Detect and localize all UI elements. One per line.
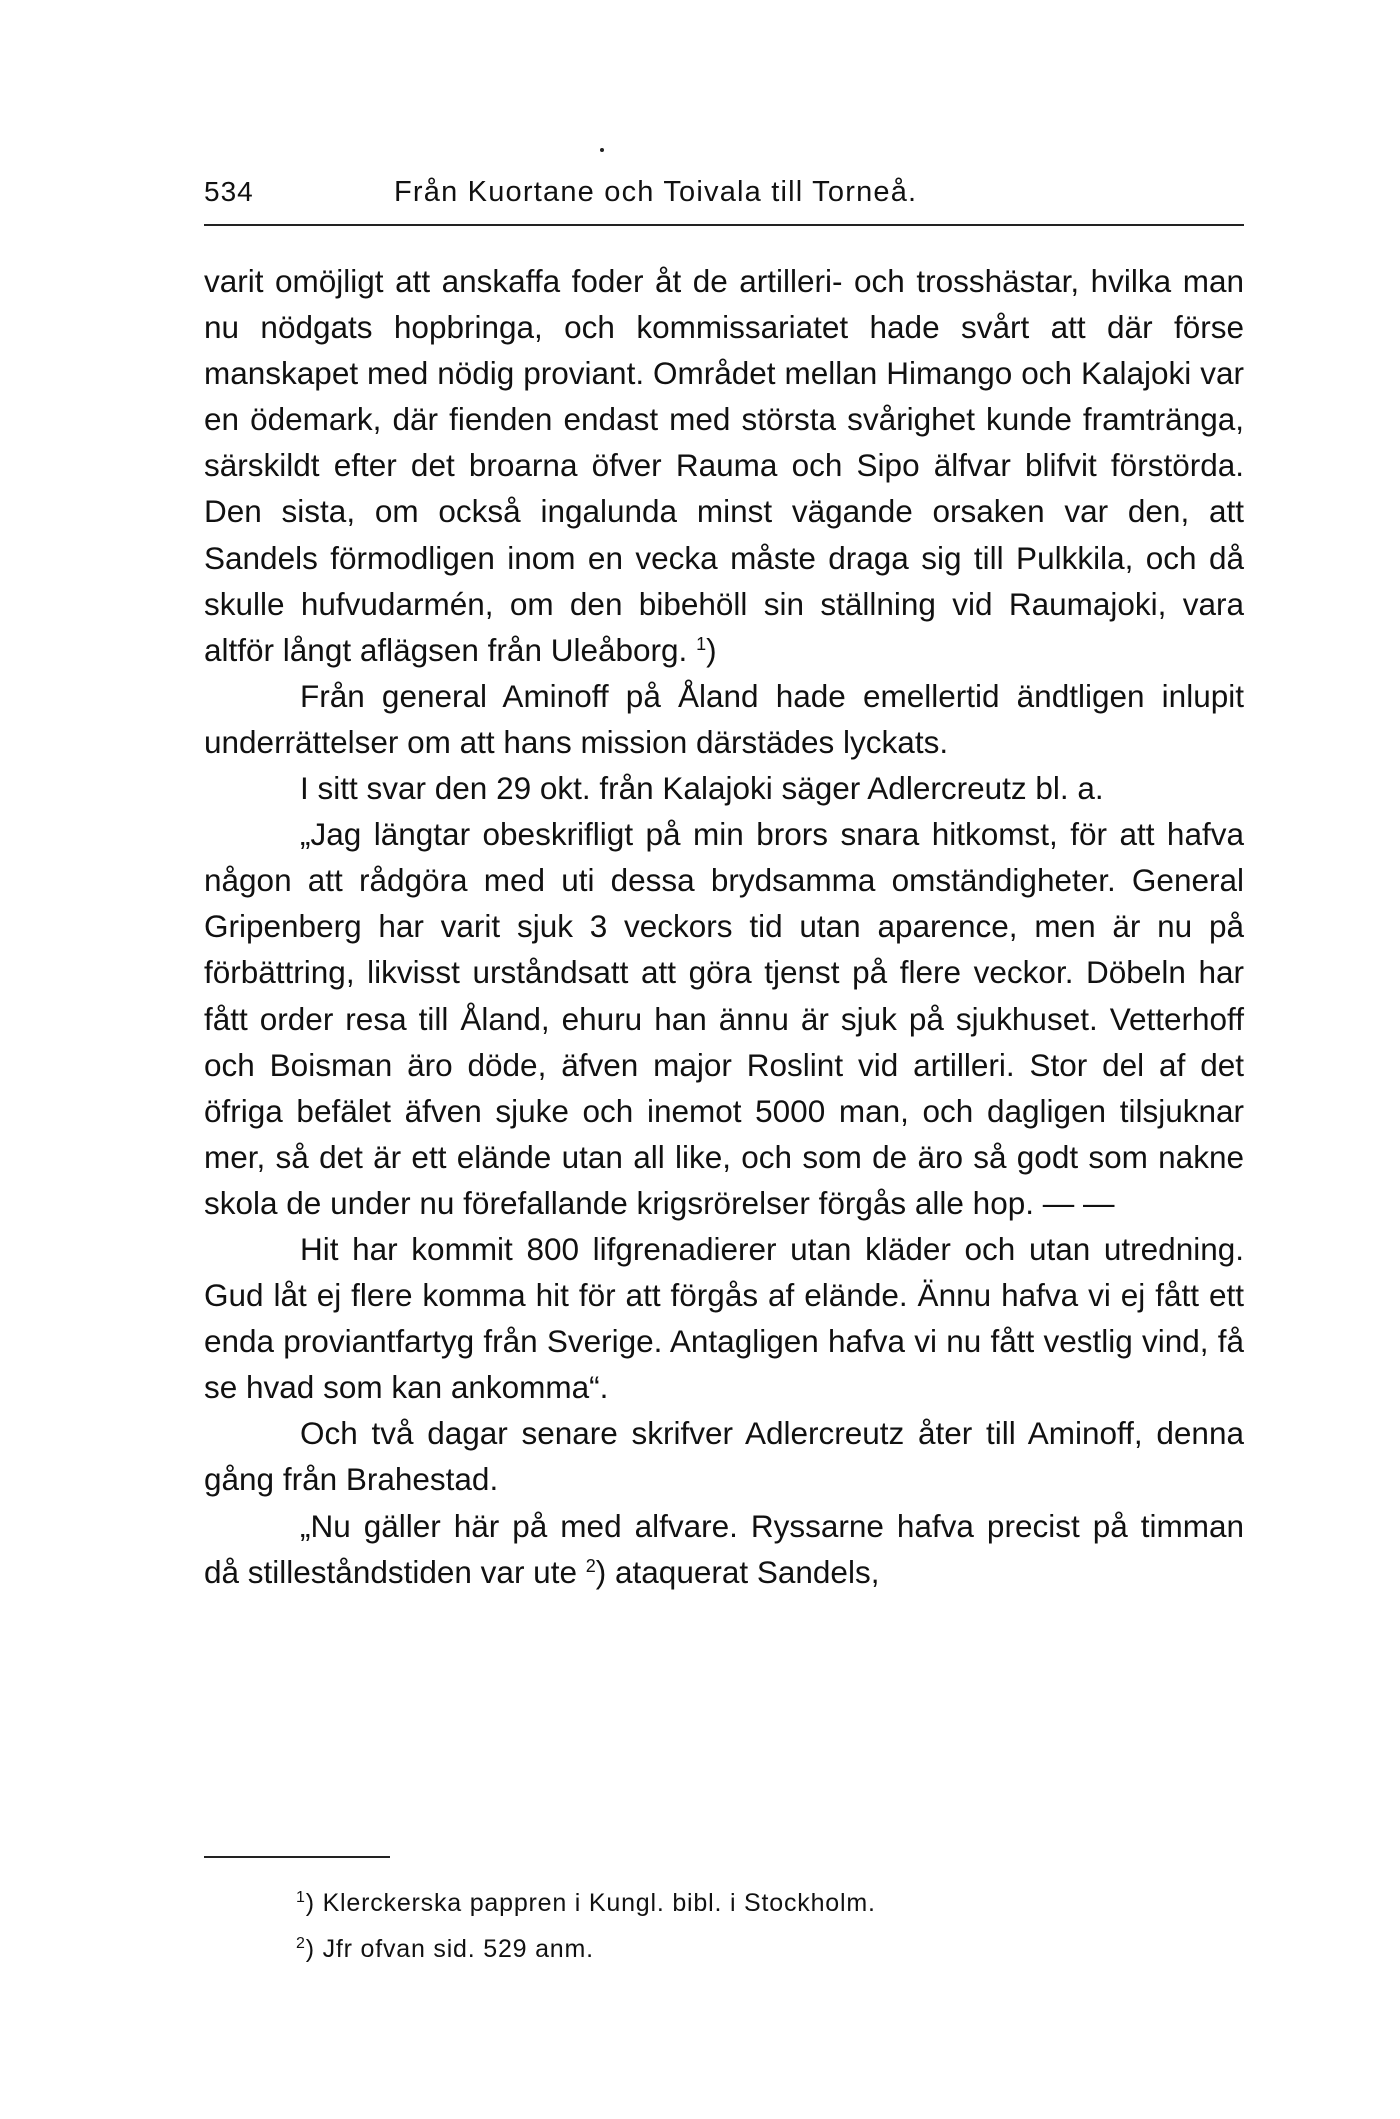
- paragraph-7-tail: ) ataquerat Sandels,: [595, 1553, 880, 1590]
- paragraph-5: Hit har kommit 800 lifgrenadierer utan kläder och utan utredning. Gud låt ej flere komma hit för att förgås af elände. Ännu hafva vi ej fått ett enda proviantfartyg från Sverige. Antagligen hafva vi nu fått vestlig vind, få se hvad som kan ankomma“.: [204, 1230, 1244, 1406]
- paragraph-3: I sitt svar den 29 okt. från Kalajoki säger Adlercreutz bl. a.: [300, 770, 1104, 807]
- paragraph-7-text: „Nu gäller här på med alfvare. Ryssarne hafva precist på timman då stilleståndstiden var ute: [204, 1507, 1244, 1590]
- footnote-2-text: ) Jfr ofvan sid. 529 anm.: [305, 1935, 594, 1963]
- print-speck: [600, 148, 604, 152]
- footnote-2-marker: 2: [296, 1935, 306, 1952]
- footnote-ref-1-paren: ): [706, 631, 717, 668]
- running-title: Från Kuortane och Toivala till Torneå.: [394, 176, 918, 208]
- paragraph-6: Och två dagar senare skrifver Adlercreutz åter till Aminoff, denna gång från Brahestad.: [204, 1415, 1244, 1498]
- page-header: [204, 176, 1244, 226]
- footnote-rule: [204, 1856, 390, 1858]
- footnote-1: [296, 1880, 1196, 1926]
- footnote-2: [296, 1926, 1196, 1972]
- footnote-ref-2: 2: [585, 1555, 596, 1576]
- paragraph-1: [204, 258, 1244, 673]
- footnote-1-text: ) Klerckerska pappren i Kungl. bibl. i Stockholm.: [305, 1889, 876, 1917]
- footnote-ref-1: 1: [696, 633, 707, 654]
- page-number: 534: [204, 176, 254, 207]
- paragraph-4: „Jag längtar obeskrifligt på min brors snara hitkomst, för att hafva någon att rådgöra med uti dessa brydsamma omständigheter. General Gripenberg har varit sjuk 3 veckors tid utan aparence, men är nu på förbättring, likvisst urståndsatt att göra tjenst på flere veckor. Döbeln har fått order resa till Åland, ehuru han ännu är sjuk på sjukhuset. Vetterhoff och Boisman äro döde, äfven major Roslint vid artilleri. Stor del af det öfriga befälet äfven sjuke och inemot 5000 man, och dagligen tilsjuknar mer, så det är ett elände utan all like, och som de äro så godt som nakne skola de under nu förefallande krigsrörelser förgås alle hop. — —: [204, 816, 1244, 1221]
- body-text: [204, 258, 1244, 1595]
- header-rule: [204, 224, 1244, 226]
- footnote-1-marker: 1: [296, 1889, 306, 1906]
- footnotes: [296, 1880, 1196, 1972]
- paragraph-2: Från general Aminoff på Åland hade emellertid ändtligen inlupit underrättelser om att hans mission därstädes lyckats.: [204, 677, 1244, 760]
- paragraph-1-text: varit omöjligt att anskaffa foder åt de artilleri- och trosshästar, hvilka man nu nödgats hopbringa, och kommissariatet hade svårt att där förse manskapet med nödig proviant. Området mellan Himango och Kalajoki var en ödemark, där fienden endast med största svårighet kunde framtränga, särskildt efter det broarna öfver Rauma och Sipo älfvar blifvit förstörda. Den sista, om också ingalunda minst vägande orsaken var den, att Sandels förmodligen inom en vecka måste draga sig till Pulkkila, och då skulle hufvudarmén, om den bibehöll sin ställning vid Raumajoki, vara altför långt aflägsen från Uleåborg.: [204, 263, 1244, 668]
- paragraph-7: [204, 1503, 1244, 1595]
